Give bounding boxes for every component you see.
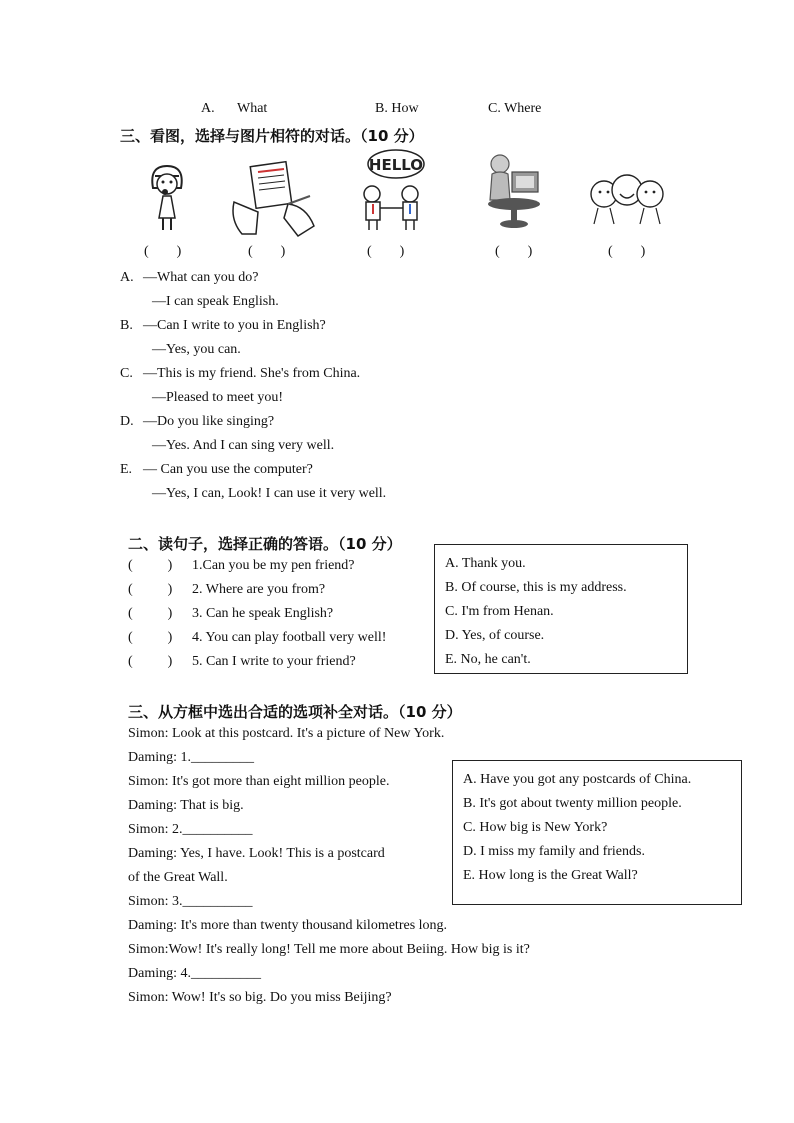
dialogue-line-8: Simon: 3.__________	[128, 894, 253, 909]
picture4-answer-blank[interactable]: ( )	[495, 244, 533, 259]
dialogue-d-label: D.	[120, 414, 134, 429]
dialogue-line-12: Simon: Wow! It's so big. Do you miss Beijing?	[128, 990, 392, 1005]
section2-heading: 二、读句子，选择正确的答语。（10 分）	[128, 535, 402, 553]
dialogue-line-11: Daming: 4.__________	[128, 966, 261, 981]
girl-speaking-illustration	[143, 160, 191, 234]
dialogue-c-question: —This is my friend. She's from China.	[143, 366, 361, 381]
q5-answer-blank[interactable]: ( )	[128, 654, 173, 669]
q5-text: 5. Can I write to your friend?	[192, 654, 356, 669]
dialogue-a-question: —What can you do?	[143, 270, 259, 285]
top-option-b: B. How	[375, 101, 419, 116]
dialogue-line-2: Daming: 1._________	[128, 750, 254, 765]
top-option-c: C. Where	[488, 101, 542, 116]
dialogue-e-answer: —Yes, I can, Look! I can use it very well.	[152, 486, 387, 501]
dialogue-line-4: Daming: That is big.	[128, 798, 244, 813]
section3-heading: 三、从方框中选出合适的选项补全对话。（10 分）	[128, 703, 462, 721]
top-option-a-label: A.	[201, 101, 215, 116]
dialogue-line-1: Simon: Look at this postcard. It's a picture of New York.	[128, 726, 445, 741]
hello-bubble-text: HELLO	[368, 156, 424, 174]
dialogue-a-label: A.	[120, 270, 134, 285]
section3-option-a: A. Have you got any postcards of China.	[463, 772, 692, 787]
q1-answer-blank[interactable]: ( )	[128, 558, 173, 573]
girl-using-computer-illustration	[482, 150, 546, 232]
section2-option-a: A. Thank you.	[445, 556, 526, 571]
dialogue-c-answer: —Pleased to meet you!	[152, 390, 284, 405]
section2-option-e: E. No, he can't.	[445, 652, 531, 667]
dialogue-d-question: —Do you like singing?	[143, 414, 275, 429]
dialogue-e-label: E.	[120, 462, 133, 477]
dialogue-e-question: — Can you use the computer?	[143, 462, 313, 477]
q4-answer-blank[interactable]: ( )	[128, 630, 173, 645]
two-people-hello-illustration	[356, 148, 428, 234]
section3-option-c: C. How big is New York?	[463, 820, 608, 835]
dialogue-line-5: Simon: 2.__________	[128, 822, 253, 837]
dialogue-line-7: of the Great Wall.	[128, 870, 228, 885]
q1-text: 1.Can you be my pen friend?	[192, 558, 355, 573]
top-option-a-text: What	[237, 101, 268, 116]
dialogue-c-label: C.	[120, 366, 133, 381]
picture3-answer-blank[interactable]: ( )	[367, 244, 405, 259]
section3-option-e: E. How long is the Great Wall?	[463, 868, 638, 883]
picture1-answer-blank[interactable]: ( )	[144, 244, 182, 259]
q2-answer-blank[interactable]: ( )	[128, 582, 173, 597]
q2-text: 2. Where are you from?	[192, 582, 326, 597]
section2-option-d: D. Yes, of course.	[445, 628, 545, 643]
section2-option-c: C. I'm from Henan.	[445, 604, 554, 619]
dialogue-b-question: —Can I write to you in English?	[143, 318, 326, 333]
picture2-answer-blank[interactable]: ( )	[248, 244, 286, 259]
section2-option-b: B. Of course, this is my address.	[445, 580, 627, 595]
dialogue-a-answer: —I can speak English.	[152, 294, 279, 309]
section1-heading: 三、看图，选择与图片相符的对话。（10 分）	[120, 127, 424, 145]
hands-writing-letter-illustration	[228, 160, 318, 238]
dialogue-b-label: B.	[120, 318, 133, 333]
q3-text: 3. Can he speak English?	[192, 606, 334, 621]
three-friends-illustration	[586, 164, 668, 228]
dialogue-b-answer: —Yes, you can.	[152, 342, 241, 357]
section3-option-d: D. I miss my family and friends.	[463, 844, 645, 859]
q4-text: 4. You can play football very well!	[192, 630, 387, 645]
picture5-answer-blank[interactable]: ( )	[608, 244, 646, 259]
dialogue-d-answer: —Yes. And I can sing very well.	[152, 438, 335, 453]
dialogue-line-3: Simon: It's got more than eight million people.	[128, 774, 390, 789]
dialogue-line-6: Daming: Yes, I have. Look! This is a postcard	[128, 846, 385, 861]
section3-option-b: B. It's got about twenty million people.	[463, 796, 682, 811]
dialogue-line-9: Daming: It's more than twenty thousand kilometres long.	[128, 918, 448, 933]
dialogue-line-10: Simon:Wow! It's really long! Tell me more about Beiing. How big is it?	[128, 942, 530, 957]
q3-answer-blank[interactable]: ( )	[128, 606, 173, 621]
